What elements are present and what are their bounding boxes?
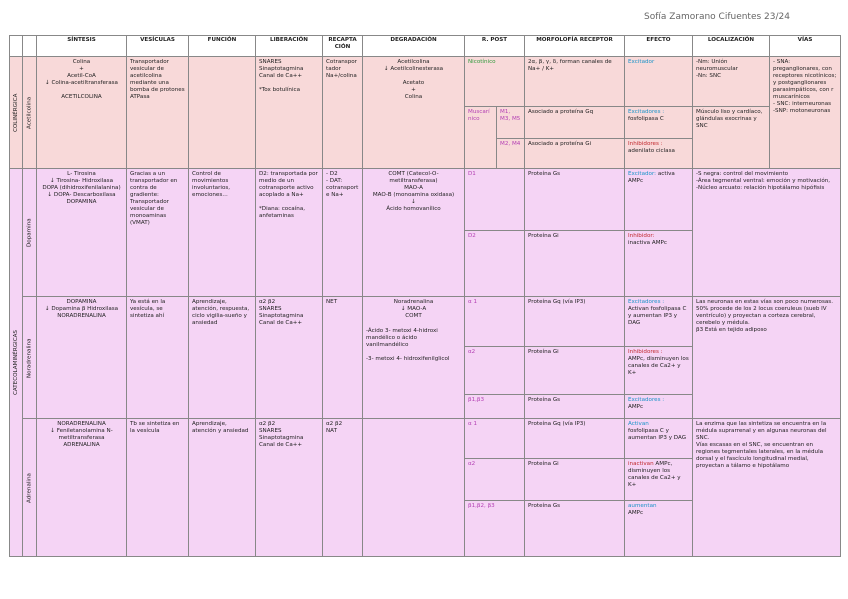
adre-b123: β1,β2, β3 xyxy=(465,501,525,557)
dopa-d2: D2 xyxy=(465,231,525,297)
ach-nicotinico: Nicotínico xyxy=(465,57,525,107)
adre-a1-efecto: Activan fosfolipasa C y aumentan IP3 y DAG xyxy=(625,419,693,459)
ach-m1-morfologia: Asociado a proteína Gq xyxy=(525,107,625,139)
dopa-row-1 xyxy=(10,169,841,231)
dopa-d1: D1 xyxy=(465,169,525,231)
nora-recaptacion: NET xyxy=(323,297,363,419)
nora-a1-morfologia: Proteína Gq (vía IP3) xyxy=(525,297,625,347)
ach-musc-localizacion: Músculo liso y cardíaco, glándulas exocrinas y SNC xyxy=(693,107,770,169)
dopa-vesiculas: Gracias a un transportador en contra de gradiente: Transportador vesicular de monoaminas (VMAT) xyxy=(127,169,189,297)
ach-m2-subtypes: M2, M4 xyxy=(497,139,525,169)
ach-m1-efecto: Excitadores : fosfolipasa C xyxy=(625,107,693,139)
header-liberacion: LIBERACIÓN xyxy=(256,36,323,57)
adre-a1: α 1 xyxy=(465,419,525,459)
group-colinergica: COLINÉRGICA xyxy=(10,57,23,169)
nora-localizacion: Las neuronas en estas vías son poco numerosas. 50% procede de los 2 locus coeruleus (sueb IV ventrículo) y proyectan a corteza cerebral, cerebelo y médula. β3 Está en tejido adiposo xyxy=(693,297,841,419)
group-catecolaminergicas: CATECOLAMINÉRGICAS xyxy=(10,169,23,557)
adre-localizacion: La enzima que las sintetiza se encuentra en la médula suprarrenal y en algunas neuronas del SNC. Vías escasas en el SNC, se encuentran en regiones tegmentales laterales, en la médula dorsal y el fascículo longitudinal medial, proyectan a tálamo e hipotálamo xyxy=(693,419,841,557)
dopa-funcion: Control de movimientos involuntarios, emociones… xyxy=(189,169,256,297)
header-localizacion: LOCALIZACIÓN xyxy=(693,36,770,57)
header-rpost: R. POST xyxy=(465,36,525,57)
nora-a1: α 1 xyxy=(465,297,525,347)
nora-label: Noradrenalina xyxy=(23,297,37,419)
header-sintesis: SÍNTESIS xyxy=(37,36,127,57)
adre-funcion: Aprendizaje, atención y ansiedad xyxy=(189,419,256,557)
nora-a2-morfologia: Proteína Gi xyxy=(525,347,625,395)
dopa-localizacion: -S negra: control del movimiento -Área tegmental ventral: emoción y motivación, -Núcleo arcuato: relación hipotálamo hipófisis xyxy=(693,169,841,297)
adre-recaptacion: α2 β2 NAT xyxy=(323,419,363,557)
header-efecto: EFECTO xyxy=(625,36,693,57)
dopa-sintesis: L- Tirosina ↓ Tirosina- Hidroxilasa DOPA (dihidroxifenilalanina) ↓ DOPA- Descarboxilasa DOPAMINA xyxy=(37,169,127,297)
adre-a2-morfologia: Proteína Gi xyxy=(525,459,625,501)
dopa-label: Dopamina xyxy=(23,169,37,297)
adre-degradacion xyxy=(363,419,465,557)
header-vesiculas: VESÍCULAS xyxy=(127,36,189,57)
ach-m1-subtypes: M1, M3, M5 xyxy=(497,107,525,139)
nora-liberacion: α2 β2 SNARES Sinaptotagmina Canal de Ca++ xyxy=(256,297,323,419)
ach-muscarinico: Muscarínico xyxy=(465,107,497,169)
adre-liberacion: α2 β2 SNARES Sinaptotagmina Canal de Ca++ xyxy=(256,419,323,557)
nora-b13: β1,β3 xyxy=(465,395,525,419)
nora-funcion: Aprendizaje, atención, respuesta, ciclo vigilia-sueño y ansiedad xyxy=(189,297,256,419)
ach-m2-morfologia: Asociado a proteína Gi xyxy=(525,139,625,169)
adre-b123-efecto: aumentan AMPc xyxy=(625,501,693,557)
ach-nic-efecto: Excitador xyxy=(625,57,693,107)
ach-nic-morfologia: 2α, β, γ, δ, forman canales de Na+ / K+ xyxy=(525,57,625,107)
nora-degradacion: Noradrenalina ↓ MAO-A COMT -Ácido 3- metoxi 4-hidroxi mandélico o ácido vanilmandélico -3- metoxi 4- hidroxifenilglicol xyxy=(363,297,465,419)
dopa-d2-morfologia: Proteína Gi xyxy=(525,231,625,297)
ach-m2-efecto: Inhibidores : adenilato ciclasa xyxy=(625,139,693,169)
nora-row-1 xyxy=(10,297,841,347)
author-label: Sofía Zamorano Cifuentes 23/24 xyxy=(644,12,790,22)
header-vias: VÍAS xyxy=(770,36,841,57)
adre-vesiculas: Tb se sintetiza en la vesícula xyxy=(127,419,189,557)
dopa-d1-efecto: Excitador: activa AMPc xyxy=(625,169,693,231)
nora-b13-morfologia: Proteína Gs xyxy=(525,395,625,419)
ach-degradacion: Acetilcolina ↓ Acetilcolinesterasa Acetato + Colina xyxy=(363,57,465,169)
ach-vias: - SNA: preganglionares, con receptores nicotínicos; y postganglionares parasimpáticos, con r muscarínicos - SNC: interneuronas -SNP: motoneuronas xyxy=(770,57,841,169)
dopa-recaptacion: - D2 - DAT: cotransporte Na+ xyxy=(323,169,363,297)
adre-sintesis: NORADRENALINA ↓ Feniletanolamina N-metiltransferasa ADRENALINA xyxy=(37,419,127,557)
adre-label: Adrenalina xyxy=(23,419,37,557)
adre-b123-morfologia: Proteína Gs xyxy=(525,501,625,557)
dopa-liberacion: D2: transportada por medio de un cotransporte activo acoplado a Na+ *Diana: cocaína, anfetaminas xyxy=(256,169,323,297)
ach-nic-localizacion: -Nm: Unión neuromuscular -Nn: SNC xyxy=(693,57,770,107)
ach-sintesis: Colina + Acetil-CoA ↓ Colina-acetiltransferasa ACETILCOLINA xyxy=(37,57,127,169)
nora-a2: α2 xyxy=(465,347,525,395)
adre-a1-morfologia: Proteína Gq (vía IP3) xyxy=(525,419,625,459)
dopa-d1-morfologia: Proteína Gs xyxy=(525,169,625,231)
nora-a1-efecto: Excitadores : Activan fosfolipasa C y aumentan IP3 y DAG xyxy=(625,297,693,347)
header-degradacion: DEGRADACIÓN xyxy=(363,36,465,57)
header-morfologia: MORFOLOFÍA RECEPTOR xyxy=(525,36,625,57)
nora-b13-efecto: Excitadores : AMPc xyxy=(625,395,693,419)
ach-row-1 xyxy=(10,57,841,107)
adre-a2-efecto: inactivan AMPc, disminuyen los canales de Ca2+ y K+ xyxy=(625,459,693,501)
ach-funcion xyxy=(189,57,256,169)
ach-liberacion: SNARES Sinaptotagmina Canal de Ca++ *Tox botulínica xyxy=(256,57,323,169)
ach-vesiculas: Transportador vesicular de acetilcolina mediante una bomba de protones ATPasa xyxy=(127,57,189,169)
ach-recaptacion: Cotransportador Na+/colina xyxy=(323,57,363,169)
nora-vesiculas: Ya está en la vesícula, se sintetiza ahí xyxy=(127,297,189,419)
header-funcion: FUNCIÓN xyxy=(189,36,256,57)
dopa-d2-efecto: Inhibidor: inactiva AMPc xyxy=(625,231,693,297)
ach-label: Acetilcolina xyxy=(23,57,37,169)
nora-a2-efecto: Inhibidores : AMPc, disminuyen los canales de Ca2+ y K+ xyxy=(625,347,693,395)
dopa-degradacion: COMT (Catecol-O-metiltransferasa) MAO-A MAO-B (monoamina oxidasa) ↓ Ácido homovanílico xyxy=(363,169,465,297)
neurotransmitter-table xyxy=(9,35,841,557)
header-recaptacion: RECAPTA CIÓN xyxy=(323,36,363,57)
header-row xyxy=(10,36,841,57)
nora-sintesis: DOPAMINA ↓ Dopamina β Hidroxilasa NORADRENALINA xyxy=(37,297,127,419)
adre-a2: α2 xyxy=(465,459,525,501)
adre-row-1 xyxy=(10,419,841,459)
